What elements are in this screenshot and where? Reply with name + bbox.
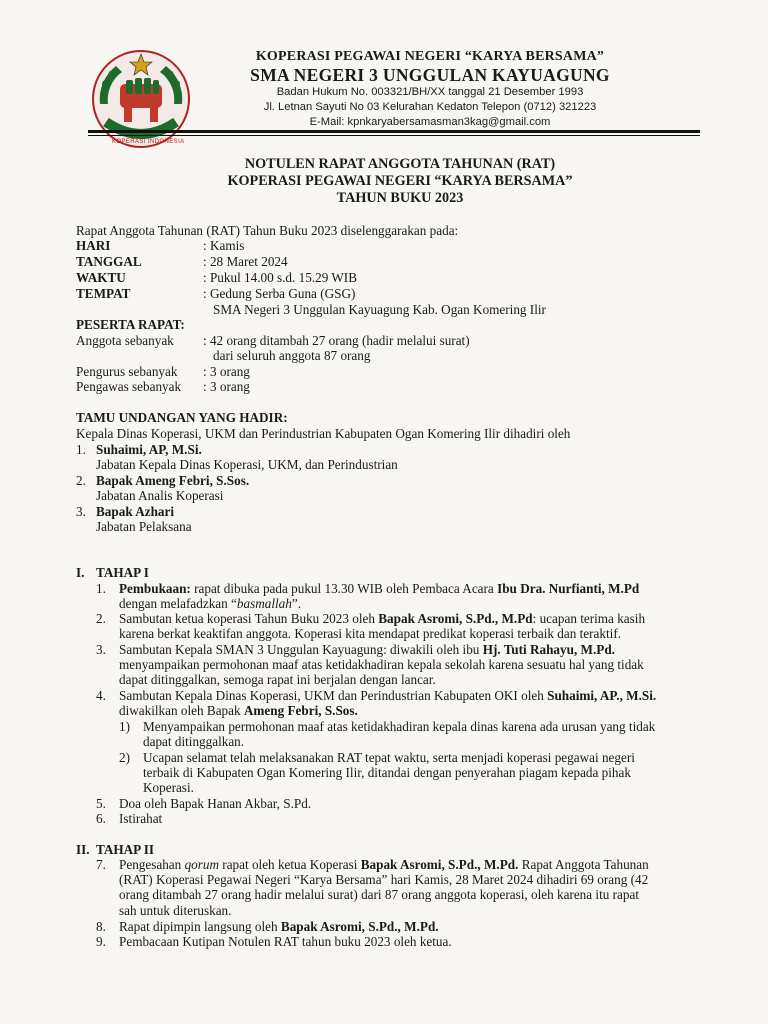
koperasi-logo-icon: [86, 44, 196, 154]
logo-text: KOPERASI INDONESIA: [112, 139, 185, 145]
subitem-2-number: 2): [119, 750, 130, 765]
title-line-2: KOPERASI PEGAWAI NEGERI “KARYA BERSAMA”: [227, 173, 573, 189]
hari-value: : Kamis: [203, 238, 245, 253]
item-2-line-1: [119, 611, 645, 627]
tamu-2-name: Bapak Ameng Febri, S.Sos.: [96, 473, 250, 488]
item-7-number: 7.: [96, 857, 106, 872]
letterhead-rule-thick: [88, 130, 700, 133]
item-2-text-2: : ucapan terima kasih: [532, 611, 646, 626]
anggota-value-2: dari seluruh anggota 87 orang: [213, 348, 371, 363]
item-3-line-3: dapat ditinggalkan, semoga rapat ini berjalan dengan lancar.: [119, 672, 436, 687]
item-4-number: 4.: [96, 688, 106, 703]
tamu-3-name: Bapak Azhari: [96, 504, 175, 519]
item-4-line-1: [119, 688, 656, 704]
tanggal-value: : 28 Maret 2024: [203, 254, 288, 269]
item-8-text: Rapat dipimpin langsung oleh: [119, 919, 281, 934]
subitem-2-line-3: Koperasi.: [143, 780, 194, 795]
pengurus-value: : 3 orang: [203, 364, 250, 379]
item-7-text-3: Rapat Anggota Tahunan: [518, 857, 649, 872]
item-3-number: 3.: [96, 642, 106, 657]
item-2-number: 2.: [96, 611, 106, 626]
intro-text: Rapat Anggota Tahunan (RAT) Tahun Buku 2023 diselenggarakan pada:: [76, 223, 459, 238]
item-1-line-2: [119, 596, 301, 612]
item-8-number: 8.: [96, 919, 106, 934]
tamu-3-number: 3.: [76, 504, 86, 519]
item-8-line: [119, 919, 439, 935]
item-2-line-2: karena berkat keaktifan anggota. Koperasi kita mendapat predikat koperasi terbaik dan teraktif.: [119, 626, 622, 641]
peserta-heading: PESERTA RAPAT:: [76, 317, 185, 332]
item-9-number: 9.: [96, 934, 106, 949]
item-3-bold: Hj. Tuti Rahayu, M.Pd.: [482, 642, 615, 657]
item-4-text-2: diwakilkan oleh Bapak: [119, 703, 244, 718]
item-7-text-2: rapat oleh ketua Koperasi: [219, 857, 361, 872]
item-4-bold-2: Ameng Febri, S.Sos.: [243, 703, 358, 718]
item-6-text: Istirahat: [119, 811, 163, 826]
subitem-1-line-1: Menyampaikan permohonan maaf atas ketidakhadiran kepala dinas karena ada urusan yang tidak: [143, 719, 656, 734]
item-1-text-1: rapat dibuka pada pukul 13.30 WIB oleh Pembaca Acara: [190, 581, 498, 596]
item-1-text-3: ”.: [291, 596, 301, 611]
item-3-line-2: menyampaikan permohonan maaf atas ketidakhadiran kepala sekolah karena sesuatu hal yang tidak: [119, 657, 644, 672]
item-4-bold-1: Suhaimi, AP., M.Si.: [547, 688, 657, 703]
item-2-bold: Bapak Asromi, S.Pd., M.Pd: [378, 611, 533, 626]
letterhead-line-1: KOPERASI PEGAWAI NEGERI “KARYA BERSAMA”: [255, 49, 605, 64]
item-7-line-4: sah untuk diteruskan.: [119, 903, 232, 918]
item-1-bold-2: Ibu Dra. Nurfianti, M.Pd: [497, 581, 640, 596]
tamu-1-role: Jabatan Kepala Dinas Koperasi, UKM, dan Perindustrian: [96, 457, 398, 472]
pengurus-label: Pengurus sebanyak: [76, 364, 178, 379]
item-7-text-1: Pengesahan: [119, 857, 185, 872]
subitem-1-number: 1): [119, 719, 130, 734]
item-5-text: Doa oleh Bapak Hanan Akbar, S.Pd.: [119, 796, 312, 811]
tamu-2-role: Jabatan Analis Koperasi: [96, 488, 224, 503]
title-line-1: NOTULEN RAPAT ANGGOTA TAHUNAN (RAT): [244, 156, 556, 172]
pengawas-label: Pengawas sebanyak: [76, 379, 182, 394]
tempat-value-2: SMA Negeri 3 Unggulan Kayuagung Kab. Ogan Komering Ilir: [213, 302, 546, 317]
subitem-2-line-2: terbaik di Kabupaten Ogan Komering Ilir, ditandai dengan penyerahan piagam kepada pihak: [143, 765, 631, 780]
document-title: [100, 156, 700, 207]
tempat-label: TEMPAT: [76, 286, 131, 301]
item-4-line-2: [119, 703, 358, 719]
tempat-value-1: : Gedung Serba Guna (GSG): [203, 286, 356, 301]
tahap-2-number: II.: [76, 842, 90, 857]
tamu-heading: TAMU UNDANGAN YANG HADIR:: [76, 410, 288, 425]
item-1-line-1: [119, 581, 639, 597]
item-8-bold: Bapak Asromi, S.Pd., M.Pd.: [280, 919, 439, 934]
item-7-bold: Bapak Asromi, S.Pd., M.Pd.: [360, 857, 519, 872]
item-7-italic: qorum: [184, 857, 219, 872]
tamu-2-number: 2.: [76, 473, 86, 488]
item-4-text-1: Sambutan Kepala Dinas Koperasi, UKM dan Perindustrian Kabupaten OKI oleh: [119, 688, 548, 703]
tahap-1-number: I.: [76, 565, 85, 580]
item-1-bold-1: Pembukaan:: [119, 581, 191, 596]
letterhead: [200, 48, 660, 130]
item-7-line-3: orang ditambah 27 orang hadir melalui surat) dari 87 orang anggota koperasi, oleh karena itu rapat: [119, 887, 639, 902]
item-1-italic: basmallah: [236, 596, 292, 611]
letterhead-line-3: Badan Hukum No. 003321/BH/XX tanggal 21 Desember 1993: [276, 86, 584, 98]
letterhead-rule-thin: [88, 135, 700, 136]
tahap-1-heading: TAHAP I: [96, 565, 149, 580]
item-3-line-1: [119, 642, 615, 658]
title-line-3: TAHUN BUKU 2023: [336, 190, 464, 206]
tahap-2-heading: TAHAP II: [96, 842, 155, 857]
subitem-2-line-1: Ucapan selamat telah melaksanakan RAT tepat waktu, serta menjadi koperasi pegawai negeri: [143, 750, 635, 765]
anggota-value-1: : 42 orang ditambah 27 orang (hadir melalui surat): [203, 333, 470, 348]
item-1-number: 1.: [96, 581, 106, 596]
item-6-number: 6.: [96, 811, 106, 826]
item-7-line-2: (RAT) Koperasi Pegawai Negeri “Karya Bersama” hari Kamis, 28 Maret 2024 dihadiri 69 orang (42: [119, 872, 649, 887]
hari-label: HARI: [76, 238, 111, 253]
letterhead-line-4: Jl. Letnan Sayuti No 03 Kelurahan Kedaton Telepon (0712) 321223: [263, 101, 597, 113]
letterhead-line-2: SMA NEGERI 3 UNGGULAN KAYUAGUNG: [250, 65, 610, 85]
tamu-1-name: Suhaimi, AP, M.Si.: [96, 442, 202, 457]
waktu-label: WAKTU: [76, 270, 126, 285]
item-3-text-1: Sambutan Kepala SMAN 3 Unggulan Kayuagung: diwakili oleh ibu: [119, 642, 483, 657]
item-2-text-1: Sambutan ketua koperasi Tahun Buku 2023 oleh: [119, 611, 379, 626]
item-7-line-1: [119, 857, 649, 873]
item-9-text: Pembacaan Kutipan Notulen RAT tahun buku 2023 oleh ketua.: [119, 934, 452, 949]
item-1-text-2: dengan melafadzkan “: [119, 596, 237, 611]
tanggal-label: TANGGAL: [76, 254, 142, 269]
tamu-intro: Kepala Dinas Koperasi, UKM dan Perindustrian Kabupaten Ogan Komering Ilir dihadiri oleh: [76, 426, 571, 441]
item-5-number: 5.: [96, 796, 106, 811]
pengawas-value: : 3 orang: [203, 379, 250, 394]
waktu-value: : Pukul 14.00 s.d. 15.29 WIB: [203, 270, 357, 285]
anggota-label: Anggota sebanyak: [76, 333, 174, 348]
tamu-3-role: Jabatan Pelaksana: [96, 519, 192, 534]
tamu-1-number: 1.: [76, 442, 86, 457]
letterhead-email: E-Mail: kpnkaryabersamasman3kag@gmail.com: [309, 116, 551, 128]
subitem-1-line-2: dapat ditinggalkan.: [143, 734, 245, 749]
